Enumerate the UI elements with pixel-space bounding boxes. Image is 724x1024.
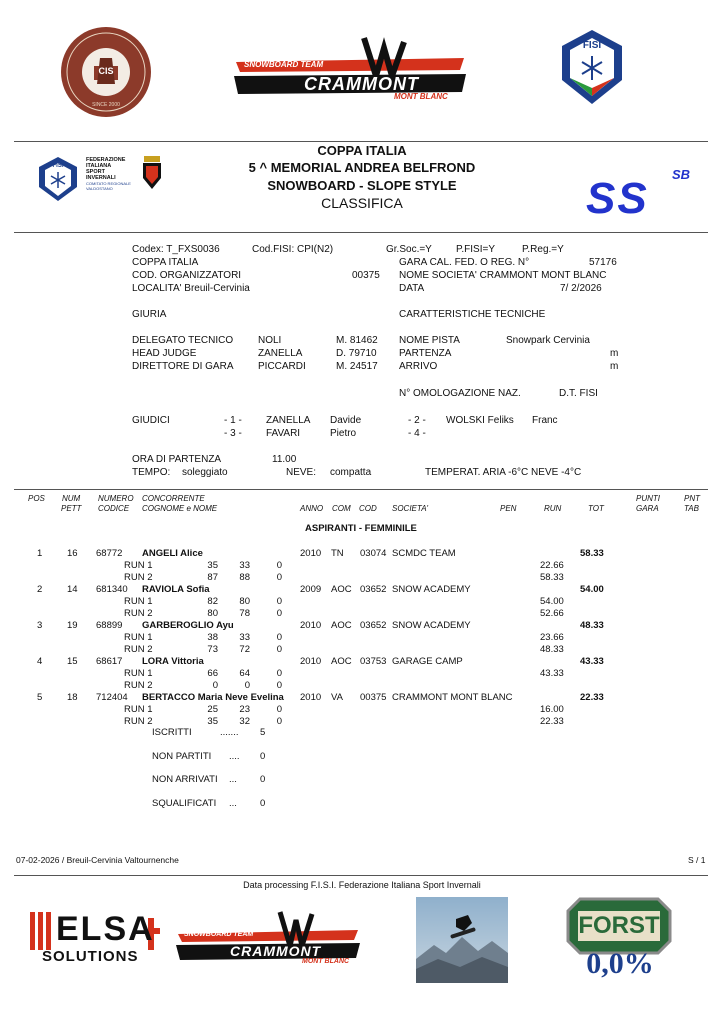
divider-footer — [14, 875, 708, 876]
dt-fisi: D.T. FISI — [559, 388, 598, 399]
run-judge-3: 0 — [276, 704, 282, 715]
run-label: RUN 1 — [124, 704, 153, 715]
info-org-num: 00375 — [352, 270, 380, 281]
col-pen: PEN — [500, 504, 517, 513]
forst-sub-text: 0,0% — [586, 947, 654, 980]
fed-line-3: SPORT — [86, 169, 105, 175]
forst-logo — [566, 897, 672, 985]
run-judge-2: 33 — [239, 632, 250, 643]
info-data-val: 7/ 2/2026 — [560, 283, 602, 294]
judge-2-surname: WOLSKI Feliks — [446, 415, 514, 426]
result-total: 54.00 — [580, 584, 604, 595]
run-judge-2: 23 — [239, 704, 250, 715]
col-anno: ANNO — [300, 504, 324, 513]
arrivo-label: ARRIVO — [399, 361, 438, 372]
run-score: 58.33 — [540, 572, 564, 583]
team-sub-text: MONT BLANC — [394, 92, 448, 101]
info-caratt: CARATTERISTICHE TECNICHE — [399, 309, 546, 320]
snowboarder-photo — [416, 897, 508, 983]
judge-3-name: Pietro — [330, 428, 357, 439]
neve-label: NEVE: — [286, 467, 317, 478]
run-judge-1: 25 — [207, 704, 218, 715]
cis-mono: CIS — [98, 66, 114, 76]
run-judge-3: 0 — [276, 680, 282, 691]
fed-line-4: INVERNALI — [86, 175, 116, 181]
run-judge-2: 78 — [239, 608, 250, 619]
run-score: 54.00 — [540, 596, 564, 607]
result-year: 2009 — [300, 584, 322, 595]
divider-title — [14, 232, 708, 233]
run-label: RUN 1 — [124, 668, 153, 679]
result-bib: 19 — [67, 620, 78, 631]
arrivo-unit: m — [610, 361, 619, 372]
col-cognome: COGNOME e NOME — [142, 504, 218, 513]
run-judge-3: 0 — [276, 596, 282, 607]
fed-fisi-text: FISI — [52, 163, 64, 169]
run-judge-1: 35 — [207, 560, 218, 571]
judge-2-num: - 2 - — [408, 415, 426, 426]
run-judge-2: 64 — [239, 668, 250, 679]
footer-place-date: 07-02-2026 / Breuil-Cervinia Valtournenche — [16, 855, 179, 865]
fed-line-2: ITALIANA — [86, 163, 112, 169]
result-club: GARAGE CAMP — [392, 656, 463, 667]
info-data-label: DATA — [399, 283, 425, 294]
summary-value: 0 — [260, 751, 266, 762]
team-top-text: SNOWBOARD TEAM — [244, 60, 324, 69]
info-localita: LOCALITA' Breuil-Cervinia — [132, 283, 250, 294]
summary-dots: .... — [229, 751, 240, 762]
result-com: AOC — [331, 584, 352, 595]
result-year: 2010 — [300, 692, 322, 703]
judge-3-num: - 3 - — [224, 428, 242, 439]
fed-small-2: VALDOSTANO — [86, 186, 113, 191]
info-grsoc: Gr.Soc.=Y — [386, 244, 432, 255]
col-numero: NUMERO — [98, 494, 134, 503]
result-club: SNOW ACADEMY — [392, 620, 471, 631]
run-judge-1: 35 — [207, 716, 218, 727]
run-judge-1: 38 — [207, 632, 218, 643]
run-judge-2: 88 — [239, 572, 250, 583]
result-code: 68899 — [96, 620, 123, 631]
run-judge-2: 0 — [244, 680, 250, 691]
col-cod: COD — [359, 504, 377, 513]
discipline-code: SS — [586, 174, 649, 223]
judge-4-num: - 4 - — [408, 428, 426, 439]
run-judge-1: 87 — [207, 572, 218, 583]
run-judge-3: 0 — [276, 716, 282, 727]
summary-label: NON ARRIVATI — [152, 774, 218, 785]
run-judge-2: 33 — [239, 560, 250, 571]
result-year: 2010 — [300, 620, 322, 631]
result-name: BERTACCO Maria Neve Evelina — [142, 692, 284, 703]
col-pett: PETT — [61, 504, 82, 513]
fed-small-1: COMITATO REGIONALE — [86, 181, 131, 186]
col-punti: PUNTI — [636, 494, 660, 503]
info-codex: Codex: T_FXS0036 — [132, 244, 220, 255]
run-label: RUN 1 — [124, 632, 153, 643]
run-judge-2: 80 — [239, 596, 250, 607]
info-codfisi: Cod.FISI: CPI(N2) — [252, 244, 334, 255]
summary-value: 5 — [260, 727, 266, 738]
col-pos: POS — [28, 494, 45, 503]
result-com: TN — [331, 548, 344, 559]
run-score: 52.66 — [540, 608, 564, 619]
run-judge-1: 0 — [212, 680, 218, 691]
temperature: TEMPERAT. ARIA -6°C NEVE -4°C — [425, 467, 582, 478]
divider-top — [14, 141, 708, 142]
run-label: RUN 2 — [124, 608, 153, 619]
divider-info — [14, 489, 708, 490]
result-club: SCMDC TEAM — [392, 548, 456, 559]
run-judge-2: 32 — [239, 716, 250, 727]
result-club-code: 03652 — [360, 584, 387, 595]
info-gara-label: GARA CAL. FED. O REG. N° — [399, 257, 530, 268]
run-judge-1: 66 — [207, 668, 218, 679]
title-coppa: COPPA ITALIA — [317, 143, 407, 158]
col-societa: SOCIETA' — [392, 504, 429, 513]
run-judge-1: 82 — [207, 596, 218, 607]
title-discipline: SNOWBOARD - SLOPE STYLE — [267, 178, 457, 193]
run-score: 22.33 — [540, 716, 564, 727]
pista-label: NOME PISTA — [399, 335, 460, 346]
result-name: RAVIOLA Sofia — [142, 584, 210, 595]
title-classifica: CLASSIFICA — [321, 195, 403, 211]
result-com: VA — [331, 692, 343, 703]
jury-code-2: D. 79710 — [336, 348, 377, 359]
result-total: 43.33 — [580, 656, 604, 667]
run-judge-3: 0 — [276, 572, 282, 583]
info-gara-num: 57176 — [589, 257, 617, 268]
result-club: SNOW ACADEMY — [392, 584, 471, 595]
run-judge-3: 0 — [276, 608, 282, 619]
result-pos: 3 — [37, 620, 43, 631]
team-main-text: CRAMMONT — [304, 74, 419, 94]
footer-processing: Data processing F.I.S.I. Federazione Italiana Sport Invernali — [243, 880, 481, 890]
result-code: 712404 — [96, 692, 128, 703]
col-com: COM — [332, 504, 351, 513]
run-judge-1: 73 — [207, 644, 218, 655]
result-total: 22.33 — [580, 692, 604, 703]
run-label: RUN 1 — [124, 596, 153, 607]
ora-label: ORA DI PARTENZA — [132, 454, 222, 465]
result-year: 2010 — [300, 656, 322, 667]
info-preg: P.Reg.=Y — [522, 244, 564, 255]
run-label: RUN 2 — [124, 572, 153, 583]
neve-value: compatta — [330, 467, 372, 478]
elsa-sub-text: SOLUTIONS — [42, 948, 139, 965]
result-club: CRAMMONT MONT BLANC — [392, 692, 513, 703]
jury-code-3: M. 24517 — [336, 361, 378, 372]
result-name: ANGELI Alice — [142, 548, 203, 559]
valdostano-crest-icon — [142, 156, 162, 190]
judge-1-num: - 1 - — [224, 415, 242, 426]
category-title: ASPIRANTI - FEMMINILE — [305, 523, 417, 534]
info-pfisi: P.FISI=Y — [456, 244, 496, 255]
summary-value: 0 — [260, 774, 266, 785]
result-total: 58.33 — [580, 548, 604, 559]
col-tot: TOT — [588, 504, 604, 513]
result-name: GARBEROGLIO Ayu — [142, 620, 234, 631]
summary-dots: ... — [229, 798, 237, 809]
result-bib: 16 — [67, 548, 78, 559]
result-club-code: 03652 — [360, 620, 387, 631]
judge-2-name: Franc — [532, 415, 558, 426]
run-label: RUN 1 — [124, 560, 153, 571]
summary-dots: ....... — [220, 727, 239, 738]
title-memorial: 5 ^ MEMORIAL ANDREA BELFROND — [248, 160, 476, 175]
judge-1-name: Davide — [330, 415, 362, 426]
cis-logo — [60, 26, 152, 118]
result-com: AOC — [331, 620, 352, 631]
result-bib: 14 — [67, 584, 78, 595]
footer-team-main: CRAMMONT — [230, 943, 322, 959]
info-coppa: COPPA ITALIA — [132, 257, 199, 268]
result-code: 68772 — [96, 548, 123, 559]
run-score: 22.66 — [540, 560, 564, 571]
summary-dots: ... — [229, 774, 237, 785]
col-concorrente: CONCORRENTE — [142, 494, 205, 503]
col-gara: GARA — [636, 504, 659, 513]
giudici-label: GIUDICI — [132, 415, 170, 426]
run-label: RUN 2 — [124, 716, 153, 727]
result-code: 681340 — [96, 584, 128, 595]
run-score: 23.66 — [540, 632, 564, 643]
judge-3-surname: FAVARI — [266, 428, 301, 439]
run-score: 16.00 — [540, 704, 564, 715]
sport-code: SB — [672, 167, 691, 182]
result-club-code: 03753 — [360, 656, 387, 667]
jury-name-3: PICCARDI — [258, 361, 306, 372]
fisi-shield-text: FISI — [582, 40, 602, 51]
result-code: 68617 — [96, 656, 123, 667]
cis-since: SINCE 2000 — [92, 102, 120, 108]
col-pnt: PNT — [684, 494, 700, 503]
jury-role-3: DIRETTORE DI GARA — [132, 361, 234, 372]
judge-1-surname: ZANELLA — [266, 415, 311, 426]
run-judge-3: 0 — [276, 644, 282, 655]
run-score: 48.33 — [540, 644, 564, 655]
run-judge-3: 0 — [276, 560, 282, 571]
omologazione: N° OMOLOGAZIONE NAZ. — [399, 388, 521, 399]
crammont-team-logo-footer — [176, 910, 360, 968]
fed-line-1: FEDERAZIONE — [86, 157, 126, 163]
col-num: NUM — [62, 494, 81, 503]
result-total: 48.33 — [580, 620, 604, 631]
forst-main-text: FORST — [578, 912, 660, 939]
result-pos: 5 — [37, 692, 43, 703]
run-label: RUN 2 — [124, 680, 153, 691]
footer-team-sub: MONT BLANC — [302, 958, 350, 965]
result-pos: 4 — [37, 656, 43, 667]
jury-role-2: HEAD JUDGE — [132, 348, 197, 359]
tempo-label: TEMPO: — [132, 467, 171, 478]
run-judge-3: 0 — [276, 668, 282, 679]
run-label: RUN 2 — [124, 644, 153, 655]
summary-label: ISCRITTI — [152, 727, 192, 738]
result-pos: 1 — [37, 548, 43, 559]
result-club-code: 03074 — [360, 548, 387, 559]
result-bib: 18 — [67, 692, 78, 703]
run-score: 43.33 — [540, 668, 564, 679]
jury-name-2: ZANELLA — [258, 348, 303, 359]
elsa-solutions-logo — [28, 910, 160, 968]
fed-fisi-logo — [38, 156, 78, 202]
col-codice: CODICE — [98, 504, 130, 513]
ora-value: 11.00 — [272, 454, 297, 465]
result-club-code: 00375 — [360, 692, 387, 703]
result-bib: 15 — [67, 656, 78, 667]
result-name: LORA Vittoria — [142, 656, 204, 667]
footer-team-top: SNOWBOARD TEAM — [184, 931, 254, 938]
fisi-shield-logo — [560, 28, 624, 106]
jury-code-1: M. 81462 — [336, 335, 378, 346]
run-judge-1: 80 — [207, 608, 218, 619]
footer-page: S / 1 — [688, 855, 706, 865]
tempo-value: soleggiato — [182, 467, 228, 478]
info-societa: NOME SOCIETA' CRAMMONT MONT BLANC — [399, 270, 607, 281]
summary-value: 0 — [260, 798, 266, 809]
summary-label: SQUALIFICATI — [152, 798, 217, 809]
info-giuria: GIURIA — [132, 309, 167, 320]
col-run: RUN — [544, 504, 562, 513]
info-org-label: COD. ORGANIZZATORI — [132, 270, 242, 281]
run-judge-3: 0 — [276, 632, 282, 643]
partenza-unit: m — [610, 348, 619, 359]
partenza-label: PARTENZA — [399, 348, 452, 359]
run-judge-2: 72 — [239, 644, 250, 655]
result-year: 2010 — [300, 548, 322, 559]
elsa-main-text: ELSA — [56, 910, 155, 948]
result-pos: 2 — [37, 584, 43, 595]
result-com: AOC — [331, 656, 352, 667]
pista-value: Snowpark Cervinia — [506, 335, 590, 346]
jury-name-1: NOLI — [258, 335, 282, 346]
jury-role-1: DELEGATO TECNICO — [132, 335, 234, 346]
crammont-team-logo — [234, 36, 466, 102]
summary-label: NON PARTITI — [152, 751, 212, 762]
col-tab: TAB — [684, 504, 699, 513]
